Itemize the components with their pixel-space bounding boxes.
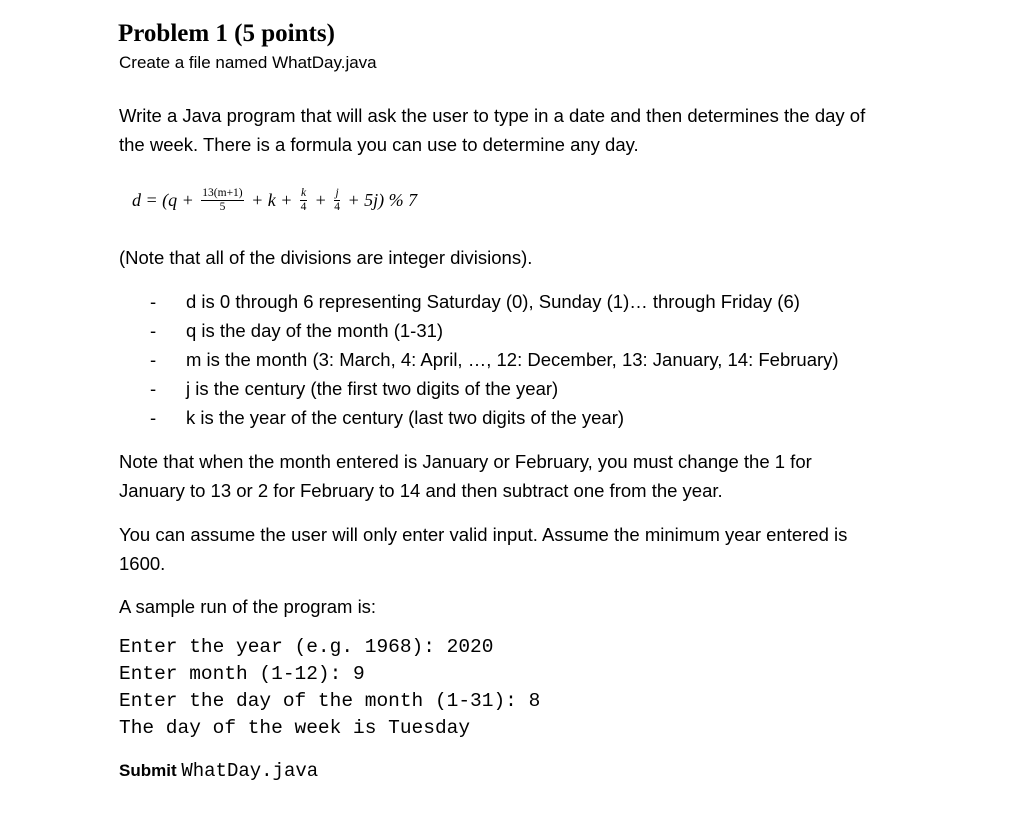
month-note-paragraph — [119, 447, 969, 505]
list-item — [150, 316, 839, 345]
list-item-text: j is the century (the first two digits of the year) — [186, 378, 559, 399]
code-line: Enter month (1-12): 9 — [119, 663, 365, 685]
input-note-line-1: You can assume the user will only enter valid input. Assume the minimum year entered is — [119, 524, 848, 545]
list-item — [150, 287, 839, 316]
list-bullet: - — [150, 378, 157, 399]
input-note-line-2: 1600. — [119, 553, 166, 574]
month-note-line-1: Note that when the month entered is January or February, you must change the 1 for — [119, 451, 812, 472]
fraction-numerator: k — [300, 186, 307, 199]
list-item — [150, 374, 839, 403]
fraction-denominator: 4 — [300, 200, 307, 213]
list-bullet: - — [150, 320, 157, 341]
list-bullet: - — [150, 407, 157, 428]
day-formula — [132, 180, 417, 220]
fraction-numerator: 13(m+1) — [202, 186, 243, 199]
fraction-denominator: 4 — [334, 200, 340, 213]
list-item-text: q is the day of the month (1-31) — [186, 320, 444, 341]
fraction-k-over-4 — [300, 188, 307, 213]
divisions-note: (Note that all of the divisions are integer divisions). — [119, 247, 533, 268]
intro-paragraph — [119, 101, 969, 159]
formula-lhs: d = (q + — [132, 189, 199, 210]
formula-tail: + 5j) % 7 — [342, 189, 418, 210]
problem-title: Problem 1 (5 points) — [118, 20, 335, 47]
sample-run-intro: A sample run of the program is: — [119, 596, 377, 617]
intro-line-1: Write a Java program that will ask the user to type in a date and then determines the day of — [119, 105, 866, 126]
code-line: Enter the day of the month (1-31): 8 — [119, 690, 541, 712]
input-note-paragraph — [119, 520, 969, 578]
sample-run-code-block — [119, 634, 540, 742]
code-line: The day of the week is Tuesday — [119, 717, 471, 739]
list-bullet: - — [150, 291, 157, 312]
formula-mid-2: + — [310, 189, 332, 210]
submit-filename: WhatDay.java — [181, 760, 319, 782]
list-item-text: k is the year of the century (last two digits of the year) — [186, 407, 625, 428]
variable-definitions-list — [150, 287, 839, 432]
list-item — [150, 345, 839, 374]
fraction-denominator: 5 — [219, 200, 226, 213]
intro-line-2: the week. There is a formula you can use to determine any day. — [119, 134, 639, 155]
submit-instruction — [119, 757, 318, 785]
list-item-text: d is 0 through 6 representing Saturday (0), Sunday (1)… through Friday (6) — [186, 291, 800, 312]
fraction-j-over-4 — [334, 188, 340, 213]
month-note-line-2: January to 13 or 2 for February to 14 and then subtract one from the year. — [119, 480, 723, 501]
list-item — [150, 403, 839, 432]
list-bullet: - — [150, 349, 157, 370]
formula-mid-1: + k + — [246, 189, 297, 210]
fraction-13m1-over-5 — [201, 188, 243, 213]
code-line: Enter the year (e.g. 1968): 2020 — [119, 636, 494, 658]
list-item-text: m is the month (3: March, 4: April, …, 12: December, 13: January, 14: February) — [186, 349, 839, 370]
submit-label: Submit — [119, 761, 177, 780]
problem-subtitle: Create a file named WhatDay.java — [119, 53, 377, 72]
fraction-numerator: j — [335, 186, 339, 199]
